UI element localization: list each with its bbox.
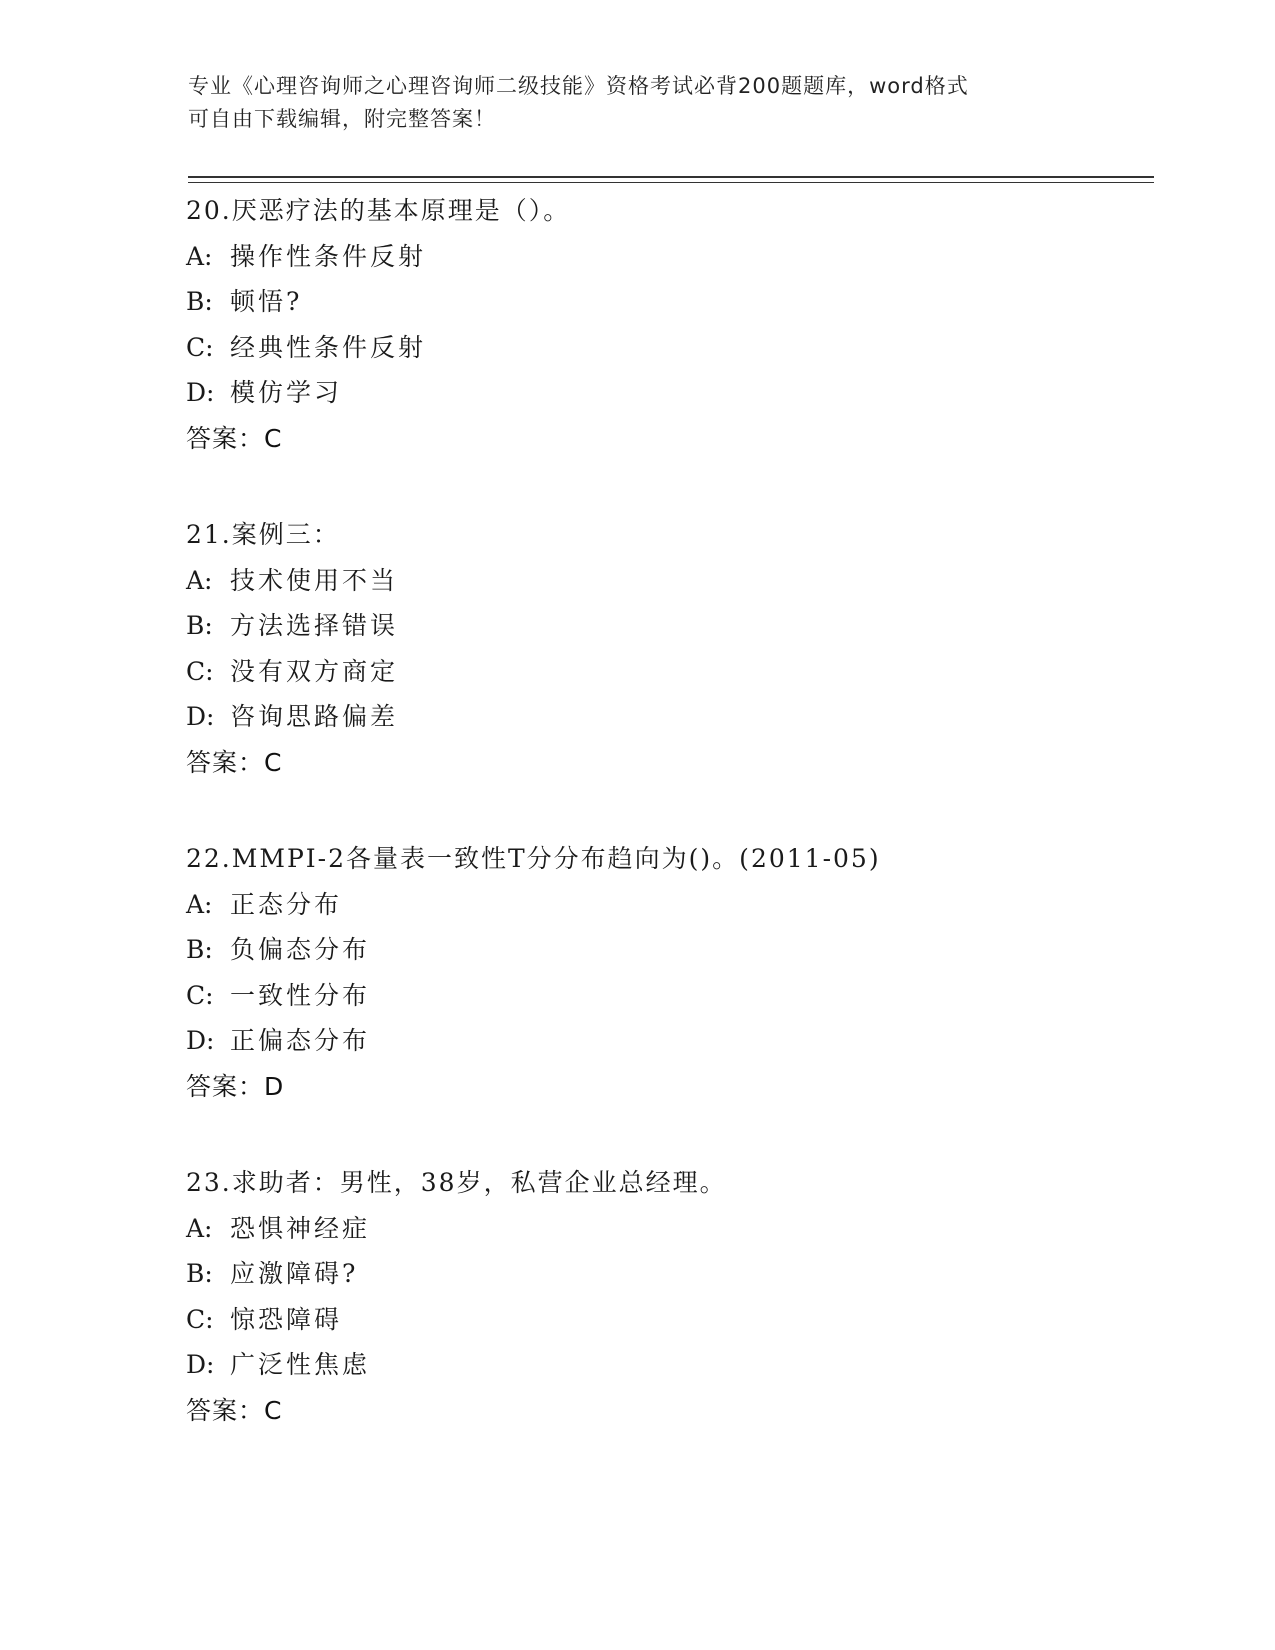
option-letter: B: (186, 611, 213, 640)
option-letter: A: (186, 241, 213, 271)
option-b (186, 279, 1166, 325)
option-text: 方法选择错误 (230, 611, 399, 640)
option-letter: A: (186, 565, 213, 595)
option-text: 惊恐障碍 (230, 1304, 343, 1334)
option-letter: D: (186, 1350, 215, 1379)
question-list (186, 188, 1166, 1484)
header-divider-thin (188, 182, 1154, 183)
option-d (186, 694, 1166, 740)
option-letter: D: (186, 1026, 215, 1055)
option-letter: A: (186, 889, 213, 919)
option-text: 应激障碍? (230, 1259, 359, 1288)
option-letter: C: (186, 1304, 214, 1334)
option-text: 没有双方商定 (230, 656, 399, 686)
option-a (186, 882, 1166, 928)
option-letter: B: (186, 1259, 213, 1288)
option-letter: A: (186, 1213, 213, 1243)
option-c (186, 1297, 1166, 1343)
header-title-line-2: 可自由下载编辑，附完整答案！ (188, 107, 496, 131)
option-text: 负偏态分布 (230, 935, 371, 964)
question-item (186, 836, 1166, 1109)
answer-line: 答案：C (186, 423, 283, 453)
question-stem: 20.厌恶疗法的基本原理是（）。 (186, 196, 571, 225)
header-divider-thick (188, 176, 1154, 178)
option-letter: B: (186, 935, 213, 964)
option-letter: C: (186, 656, 214, 686)
option-letter: C: (186, 980, 214, 1010)
option-text: 咨询思路偏差 (230, 702, 399, 731)
option-b (186, 1251, 1166, 1297)
answer-line: 答案：C (186, 747, 283, 777)
option-text: 一致性分布 (230, 980, 371, 1010)
option-b (186, 927, 1166, 973)
question-stem: 23.求助者：男性，38岁，私营企业总经理。 (186, 1168, 727, 1197)
option-text: 正态分布 (230, 889, 343, 919)
option-letter: B: (186, 287, 213, 316)
option-c (186, 973, 1166, 1019)
option-text: 技术使用不当 (230, 565, 399, 595)
header-title-line-1: 专业《心理咨询师之心理咨询师二级技能》资格考试必背200题题库，word格式 (188, 74, 969, 98)
answer-line: 答案：C (186, 1395, 283, 1425)
option-text: 顿悟? (230, 287, 303, 316)
option-a (186, 558, 1166, 604)
option-letter: C: (186, 332, 214, 362)
question-item (186, 188, 1166, 461)
answer-line: 答案：D (186, 1071, 285, 1101)
option-d (186, 1342, 1166, 1388)
question-item (186, 1160, 1166, 1433)
document-header (188, 70, 1068, 136)
option-a (186, 1206, 1166, 1252)
option-c (186, 325, 1166, 371)
option-text: 操作性条件反射 (230, 241, 427, 271)
option-b (186, 603, 1166, 649)
option-text: 经典性条件反射 (230, 332, 427, 362)
option-d (186, 370, 1166, 416)
question-stem: 21.案例三： (186, 520, 340, 549)
question-item (186, 512, 1166, 785)
option-letter: D: (186, 378, 215, 407)
option-letter: D: (186, 702, 215, 731)
question-stem: 22.MMPI-2各量表一致性T分分布趋向为()。(2011-05) (186, 844, 881, 873)
option-text: 正偏态分布 (230, 1026, 371, 1055)
option-text: 模仿学习 (230, 378, 343, 407)
option-text: 恐惧神经症 (230, 1213, 371, 1243)
option-text: 广泛性焦虑 (230, 1350, 371, 1379)
option-c (186, 649, 1166, 695)
option-a (186, 234, 1166, 280)
option-d (186, 1018, 1166, 1064)
